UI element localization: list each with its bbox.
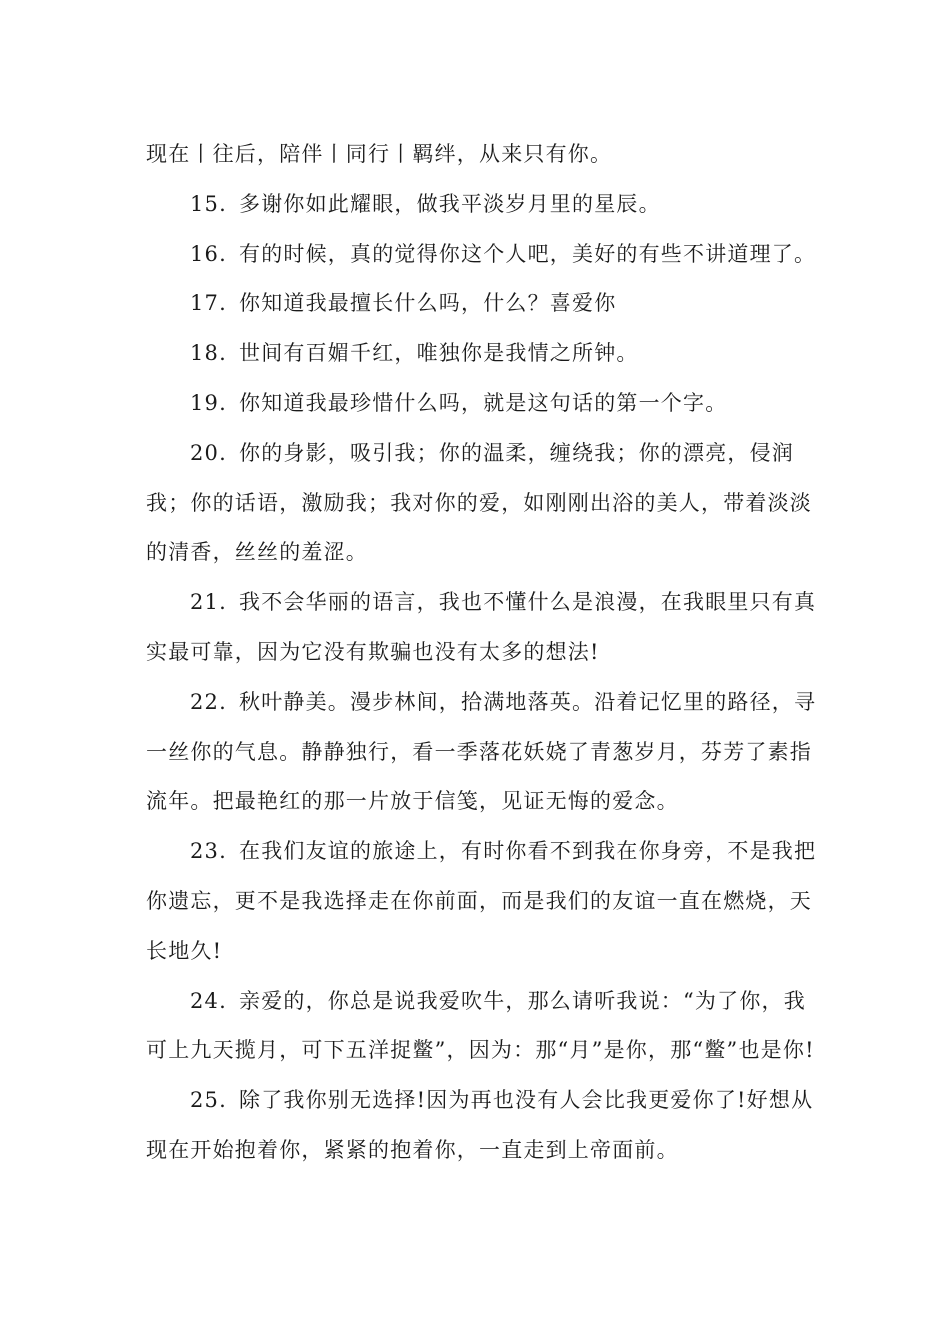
- paragraph-text: 多谢你如此耀眼，做我平淡岁月里的星辰。: [239, 191, 661, 216]
- item-number: 15.: [190, 191, 227, 216]
- paragraph-21: [146, 578, 826, 678]
- paragraph-text: 有的时候，真的觉得你这个人吧，美好的有些不讲道理了。: [239, 241, 817, 266]
- paragraph-text: 亲爱的，你总是说我爱吹牛，那么请听我说：“为了你，我可上九天揽月，可下五洋捉鳖”，因为：那“月”是你，那“鳖”也是你!: [146, 988, 815, 1063]
- document-body: [146, 130, 826, 1176]
- paragraph-text: 你知道我最珍惜什么吗，就是这句话的第一个字。: [239, 390, 728, 415]
- paragraph-19: [146, 379, 826, 429]
- paragraph-text: 现在丨往后，陪伴丨同行丨羁绊，从来只有你。: [146, 142, 613, 166]
- item-number: 21.: [190, 590, 227, 615]
- paragraph-text: 除了我你别无选择!因为再也没有人会比我更爱你了!好想从现在开始抱着你，紧紧的抱着你，一直走到上帝面前。: [146, 1088, 814, 1162]
- paragraph-20: [146, 429, 826, 578]
- paragraph-text: 你知道我最擅长什么吗，什么？喜爱你: [239, 291, 617, 316]
- item-number: 22.: [190, 689, 227, 714]
- paragraph-text: 世间有百媚千红，唯独你是我情之所钟。: [239, 341, 639, 366]
- item-number: 16.: [190, 241, 227, 266]
- item-number: 25.: [190, 1088, 227, 1113]
- item-number: 20.: [190, 440, 227, 465]
- item-number: 23.: [190, 839, 227, 864]
- item-number: 18.: [190, 341, 227, 366]
- paragraph-text: 在我们友谊的旅途上，有时你看不到我在你身旁，不是我把你遗忘，更不是我选择走在你前面，而是我们的友谊一直在燃烧，天长地久!: [146, 839, 817, 963]
- paragraph-16: [146, 230, 826, 280]
- item-number: 24.: [190, 988, 227, 1013]
- paragraph-25: [146, 1076, 826, 1176]
- paragraph-23: [146, 827, 826, 976]
- item-number: 19.: [190, 390, 227, 415]
- paragraph-text: 你的身影，吸引我；你的温柔，缠绕我；你的漂亮，侵润我；你的话语，激励我；我对你的爱，如刚刚出浴的美人，带着淡淡的清香，丝丝的羞涩。: [146, 440, 812, 565]
- paragraph-text: 我不会华丽的语言，我也不懂什么是浪漫，在我眼里只有真实最可靠，因为它没有欺骗也没有太多的想法!: [146, 590, 817, 664]
- item-number: 17.: [190, 291, 227, 316]
- paragraph-22: [146, 678, 826, 827]
- paragraph: [146, 130, 826, 180]
- paragraph-text: 秋叶静美。漫步林间，拾满地落英。沿着记忆里的路径，寻一丝你的气息。静静独行，看一季落花妖娆了青葱岁月，芬芳了素指流年。把最艳红的那一片放于信笺，见证无悔的爱念。: [146, 689, 817, 814]
- paragraph-15: [146, 180, 826, 230]
- paragraph-18: [146, 329, 826, 379]
- paragraph-24: [146, 977, 826, 1077]
- paragraph-17: [146, 279, 826, 329]
